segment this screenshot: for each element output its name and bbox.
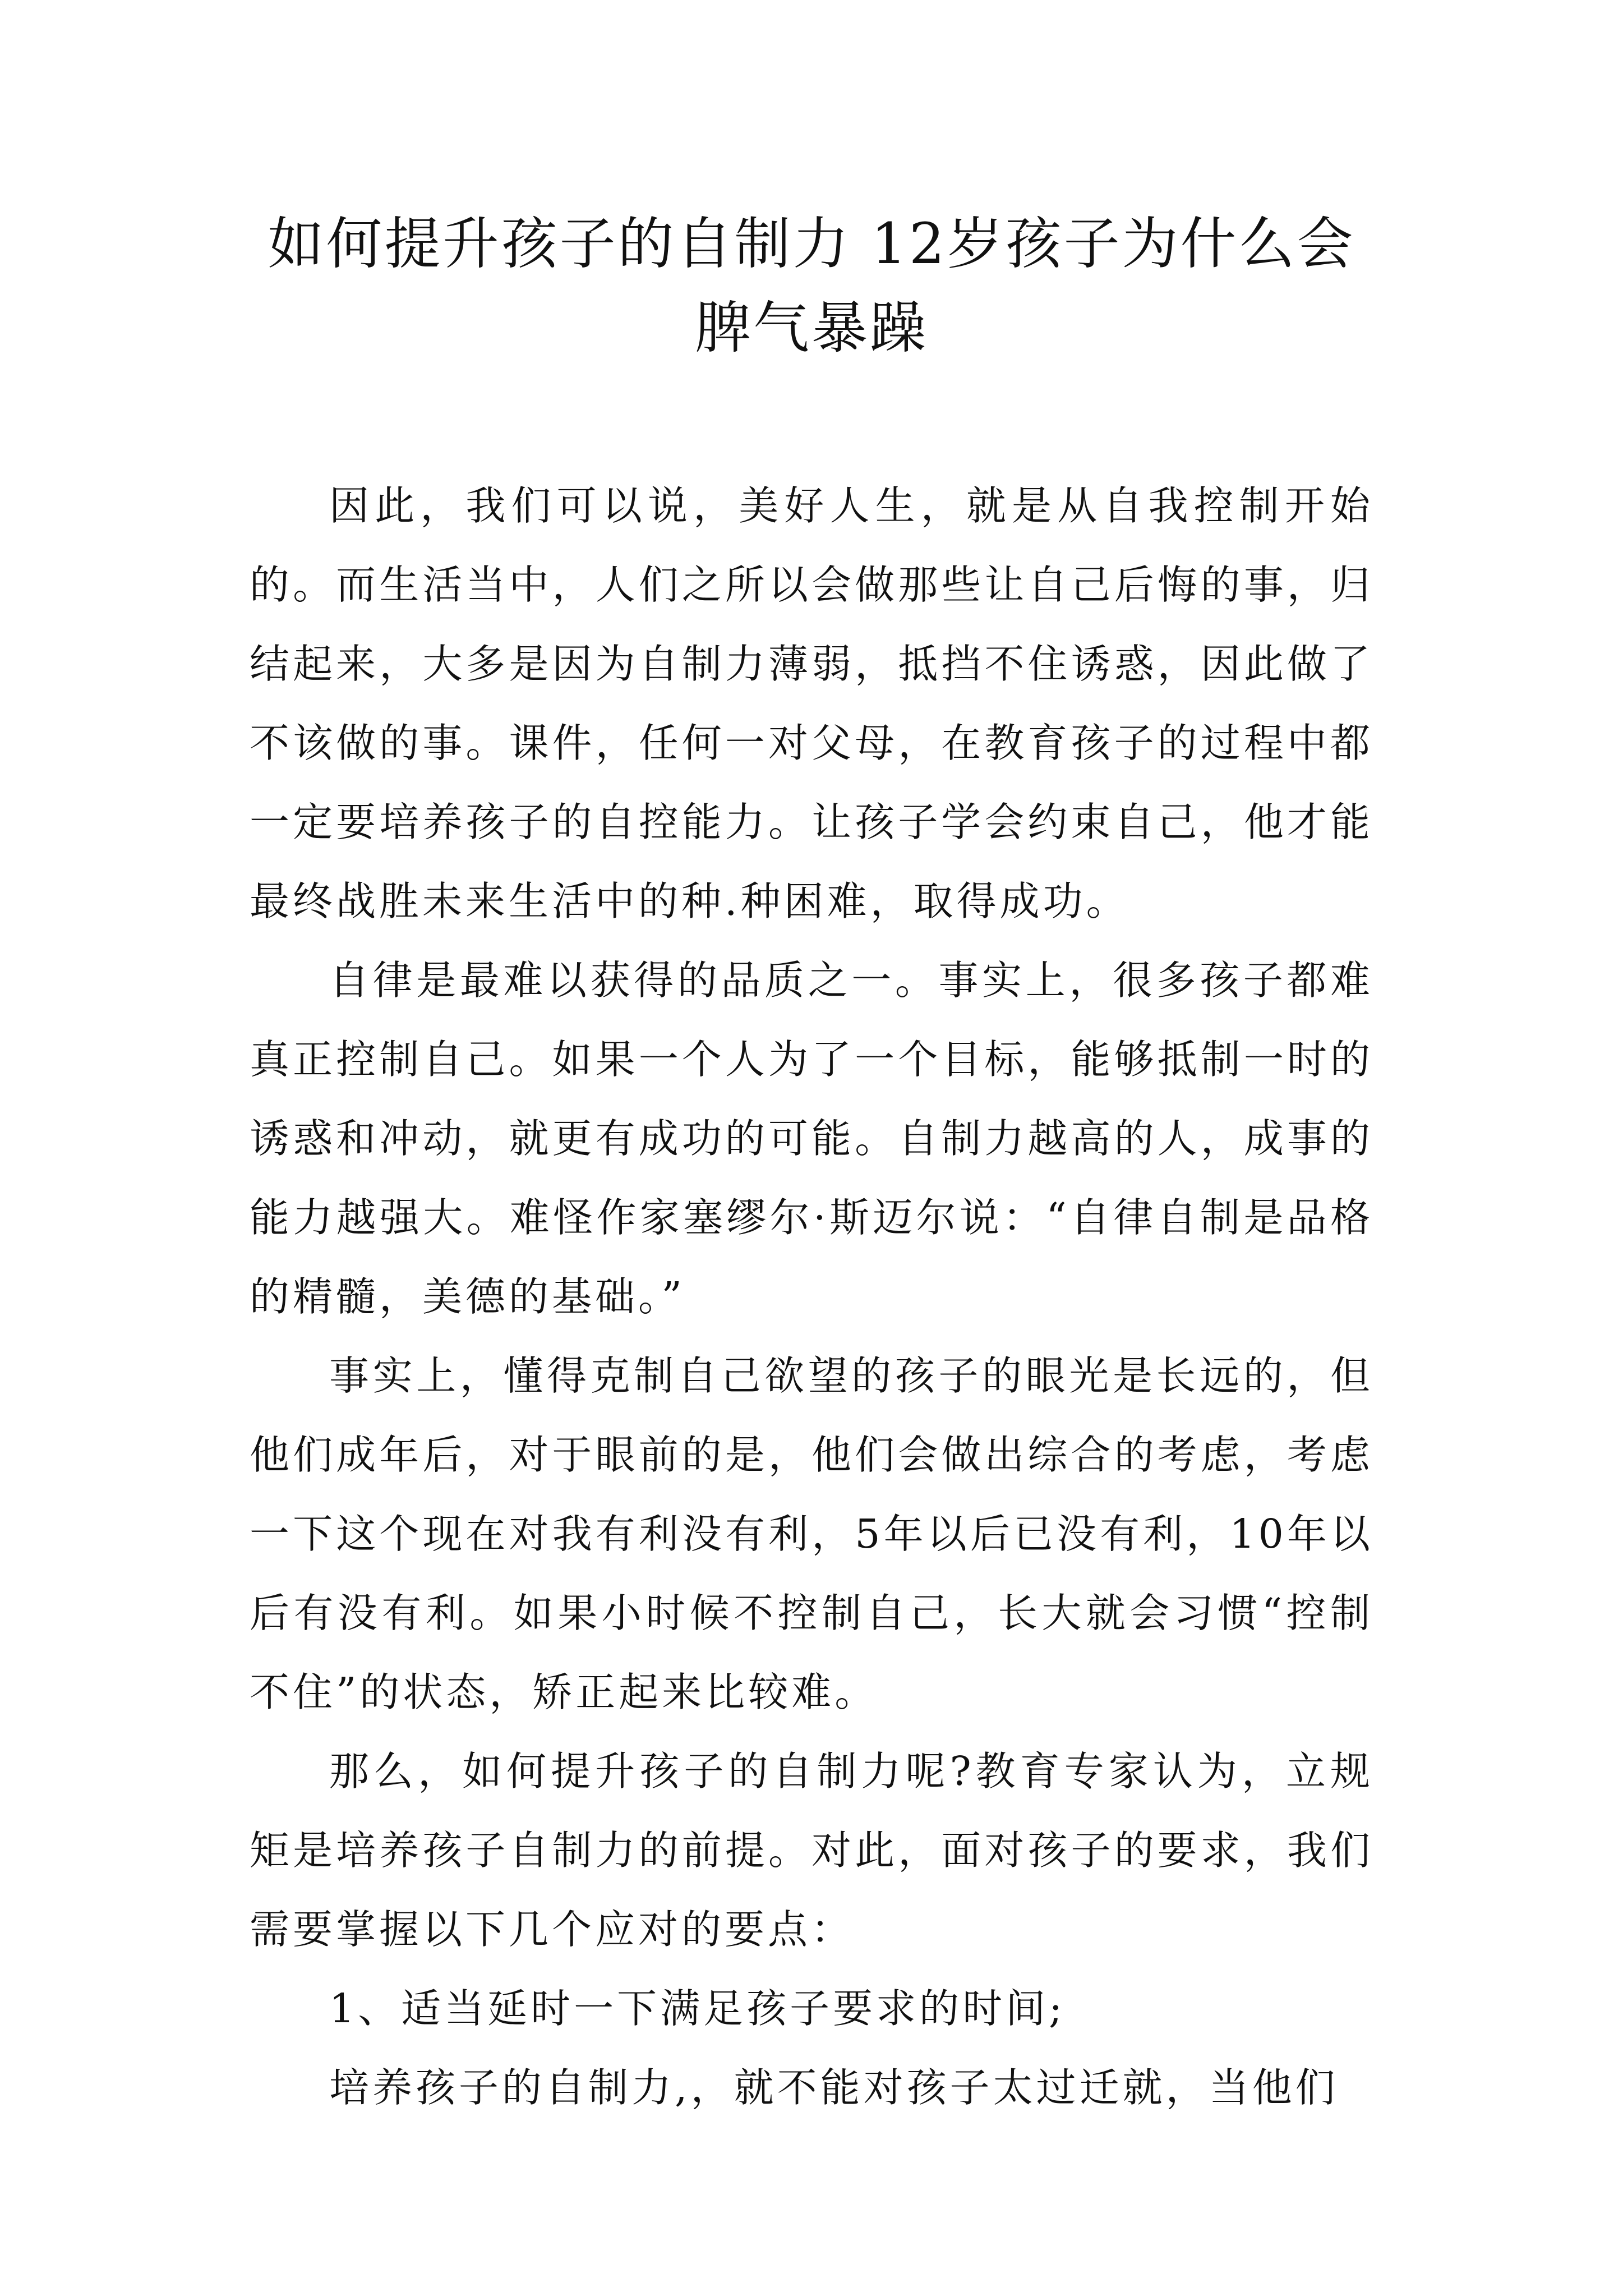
paragraph-6: 培养孩子的自制力,，就不能对孩子太过迁就，当他们 <box>329 2064 1339 2111</box>
title-line-2: 脾气暴躁 <box>695 295 928 361</box>
paragraph-1: 因此，我们可以说，美好人生，就是从自我控制开始的。而生活当中，人们之所以会做那些让自己后悔的事，归结起来，大多是因为自制力薄弱，抵挡不住诱惑，因此做了不该做的事。课件，任何一对父母，在教育孩子的过程中都一定要培养孩子的自控能力。让孩子学会约束自己，他才能最终战胜未来生活中的种.种困难，取得成功。 <box>250 482 1373 924</box>
paragraph-3: 事实上，懂得克制自己欲望的孩子的眼光是长远的，但他们成年后，对于眼前的是，他们会做出综合的考虑，考虑一下这个现在对我有利没有利，5年以后已没有利，10年以后有没有利。如果小时候不控制自己，长大就会习惯“控制不住”的状态，矫正起来比较难。 <box>250 1352 1373 1715</box>
paragraph-4: 那么，如何提升孩子的自制力呢?教育专家认为，立规矩是培养孩子自制力的前提。对此，面对孩子的要求，我们需要掌握以下几个应对的要点： <box>250 1748 1373 1953</box>
paragraph-2: 自律是最难以获得的品质之一。事实上，很多孩子都难真正控制自己。如果一个人为了一个目标，能够抵制一时的诱惑和冲动，就更有成功的可能。自制力越高的人，成事的能力越强大。难怪作家塞缪尔·斯迈尔说：“自律自制是品格的精髓，美德的基础。” <box>250 957 1373 1320</box>
title-line-1: 如何提升孩子的自制力 12岁孩子为什么会 <box>268 211 1355 277</box>
document-title <box>213 202 1410 370</box>
paragraph-5: 1、适当延时一下满足孩子要求的时间; <box>329 1985 1066 2032</box>
document-body <box>250 466 1373 2127</box>
